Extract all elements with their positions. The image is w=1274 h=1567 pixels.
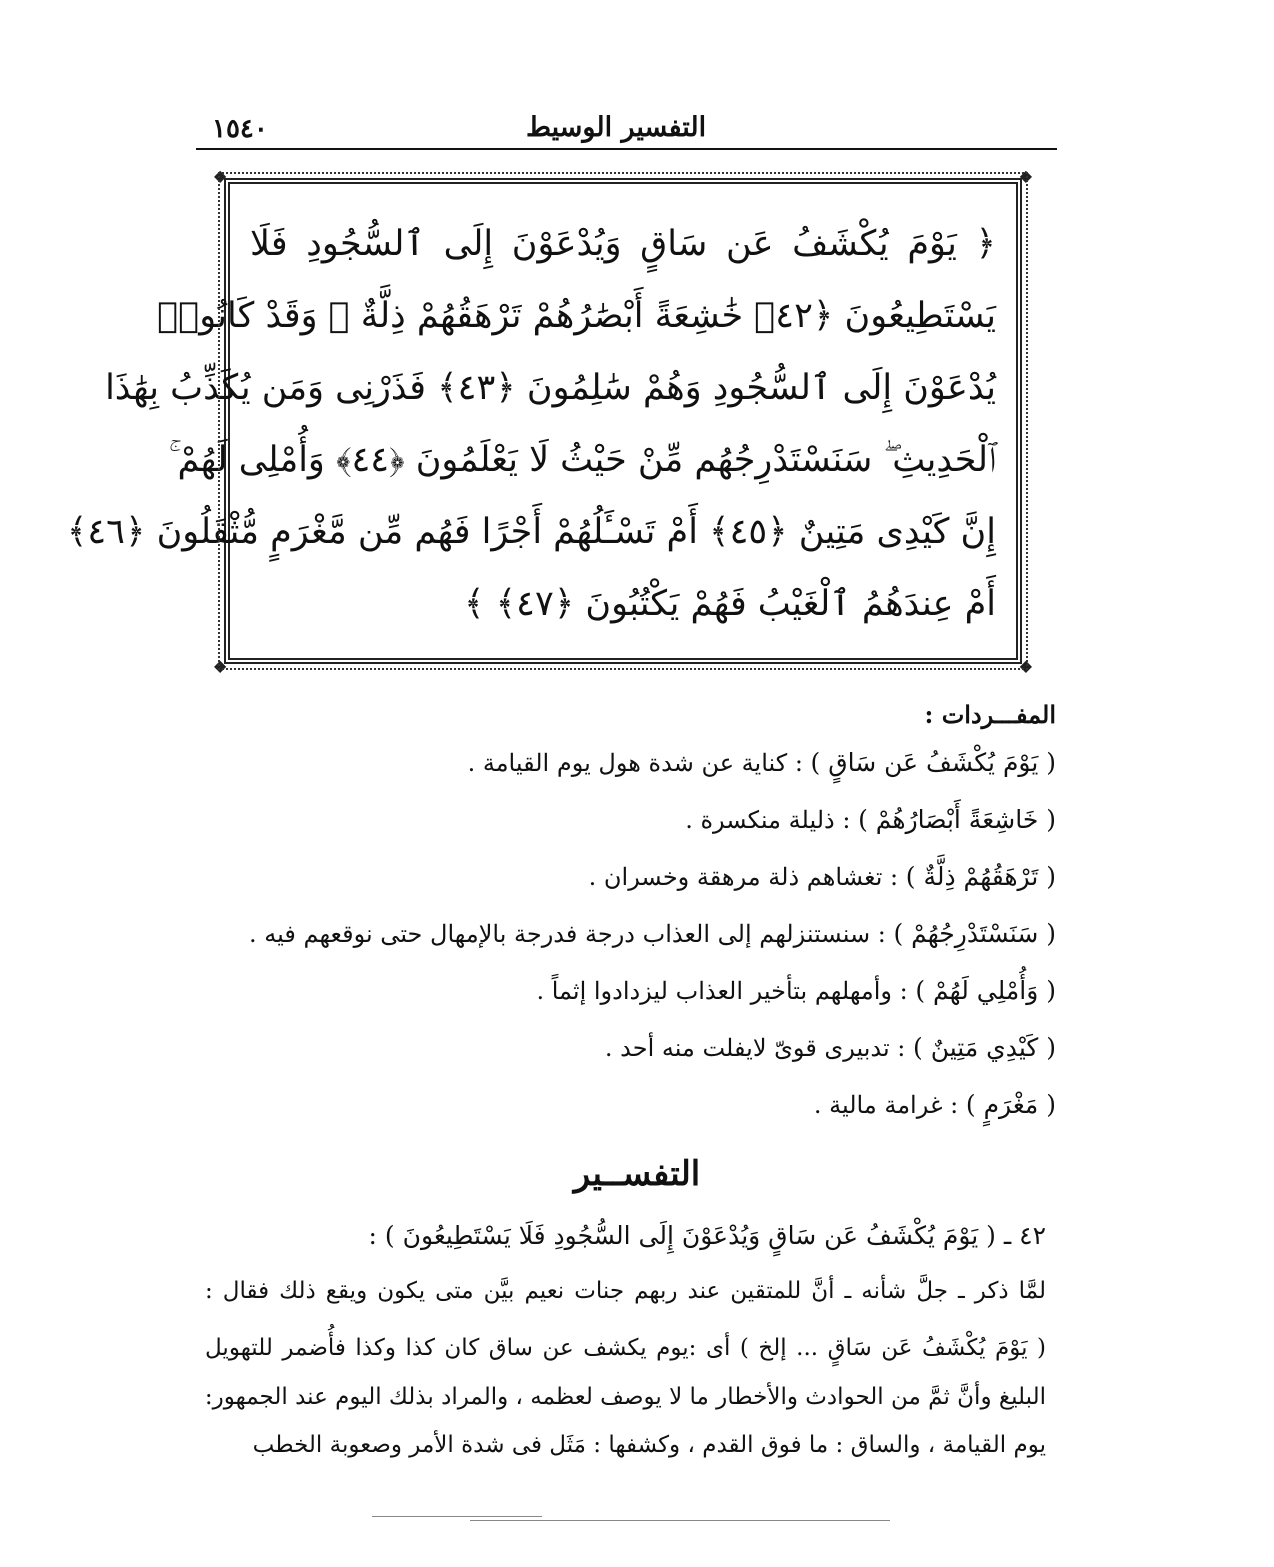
vocabulary-item xyxy=(236,1033,1056,1090)
vocabulary-meaning: : ذليلة منكسرة . xyxy=(685,806,859,834)
vocabulary-list xyxy=(236,748,1056,1147)
vocabulary-term: ( وَأُمْلِي لَهُمْ ) xyxy=(915,976,1056,1005)
verse-line: أَمْ عِندَهُمُ ٱلْغَيْبُ فَهُمْ يَكْتُبُونَ ﴿٤٧﴾ ﴾ xyxy=(464,584,996,624)
vocabulary-item xyxy=(236,805,1056,862)
paragraph-line: يوم القيامة ، والساق : ما فوق القدم ، وكشفها : مَثَل فى شدة الأمر وصعوبة الخطب xyxy=(252,1432,1046,1458)
vocabulary-item xyxy=(236,748,1056,805)
verse-line: ٱلْحَدِيثِ ۖ سَنَسْتَدْرِجُهُم مِّنْ حَيْثُ لَا يَعْلَمُونَ ﴿٤٤﴾ وَأُمْلِى لَهُمْ ۚ xyxy=(168,440,996,480)
ayah-reference: ٤٢ ـ ( يَوْمَ يُكْشَفُ عَن سَاقٍ وَيُدْعَوْنَ إِلَى السُّجُودِ فَلَا يَسْتَطِيعُونَ ) : xyxy=(368,1221,1046,1250)
vocabulary-item xyxy=(236,862,1056,919)
verse-line: يَسْتَطِيعُونَ ﴿٤٢﴾ خَٰشِعَةً أَبْصَٰرُهُمْ تَرْهَقُهُمْ ذِلَّةٌ ۖ وَقَدْ كَانُوا۟ xyxy=(157,296,996,336)
frame-corner-ornament: ◆ xyxy=(1019,656,1032,675)
page-header xyxy=(196,104,1057,150)
vocabulary-term: ( خَاشِعَةً أَبْصَارُهُمْ ) xyxy=(858,805,1056,834)
frame-corner-ornament: ◆ xyxy=(1019,166,1032,185)
frame-corner-ornament: ◆ xyxy=(214,656,227,675)
paragraph-line: ( يَوْمَ يُكْشَفُ عَن سَاقٍ ... إلخ ) أى :يوم يكشف عن ساق كان كذا وكذا فأُضمر للتهويل xyxy=(205,1335,1046,1361)
verse-line: ﴿ يَوْمَ يُكْشَفُ عَن سَاقٍ وَيُدْعَوْنَ إِلَى ٱلسُّجُودِ فَلَا xyxy=(250,224,996,264)
vocabulary-term: ( كَيْدِي مَتِينٌ ) xyxy=(913,1033,1056,1062)
verse-line: إِنَّ كَيْدِى مَتِينٌ ﴿٤٥﴾ أَمْ تَسْـَٔلُهُمْ أَجْرًا فَهُم مِّن مَّغْرَمٍ مُّثْقَلُونَ ﴿٤٦﴾ xyxy=(66,512,996,552)
page-number: ١٥٤٠ xyxy=(212,114,268,144)
vocabulary-meaning: : كناية عن شدة هول يوم القيامة . xyxy=(467,749,811,777)
vocabulary-heading: المفـــردات : xyxy=(924,700,1056,729)
quran-verse-frame xyxy=(66,166,1032,675)
vocabulary-term: ( سَنَسْتَدْرِجُهُمْ ) xyxy=(893,919,1056,948)
vocabulary-term: ( يَوْمَ يُكْشَفُ عَن سَاقٍ ) xyxy=(810,748,1056,777)
vocabulary-item xyxy=(236,976,1056,1033)
vocabulary-meaning: : وأمهلهم بتأخير العذاب ليزدادوا إثماً . xyxy=(536,977,916,1005)
vocabulary-item xyxy=(236,919,1056,976)
paragraph-line: لمَّا ذكر ـ جلَّ شأنه ـ أنَّ للمتقين عند ربهم جنات نعيم بيَّن متى يكون ويقع ذلك فقال : xyxy=(205,1278,1046,1304)
vocabulary-meaning: : غرامة مالية . xyxy=(813,1091,966,1119)
paragraph-line: البليغ وأنَّ ثمَّ من الحوادث والأخطار ما لا يوصف لعظمه ، والمراد بذلك اليوم عند الجمهور: xyxy=(204,1384,1046,1410)
verse-line: يُدْعَوْنَ إِلَى ٱلسُّجُودِ وَهُمْ سَٰلِمُونَ ﴿٤٣﴾ فَذَرْنِى وَمَن يُكَذِّبُ بِهَٰذَا xyxy=(105,368,996,408)
footer-rule xyxy=(470,1520,890,1521)
tafsir-heading: التفســير xyxy=(573,1154,701,1194)
footer-rule xyxy=(372,1516,542,1517)
running-title: التفسير الوسيط xyxy=(526,112,707,143)
vocabulary-meaning: : سنستنزلهم إلى العذاب درجة فدرجة بالإمهال حتى نوقعهم فيه . xyxy=(249,920,894,948)
vocabulary-meaning: : تغشاهم ذلة مرهقة وخسران . xyxy=(588,863,906,891)
vocabulary-term: ( مَغْرَمٍ ) xyxy=(965,1090,1056,1119)
vocabulary-meaning: : تدبيرى قوىّ لايفلت منه أحد . xyxy=(604,1034,913,1062)
frame-corner-ornament: ◆ xyxy=(214,166,227,185)
vocabulary-item xyxy=(236,1090,1056,1147)
vocabulary-term: ( تَرْهَقُهُمْ ذِلَّةٌ ) xyxy=(905,862,1056,891)
header-rule xyxy=(196,148,1057,150)
